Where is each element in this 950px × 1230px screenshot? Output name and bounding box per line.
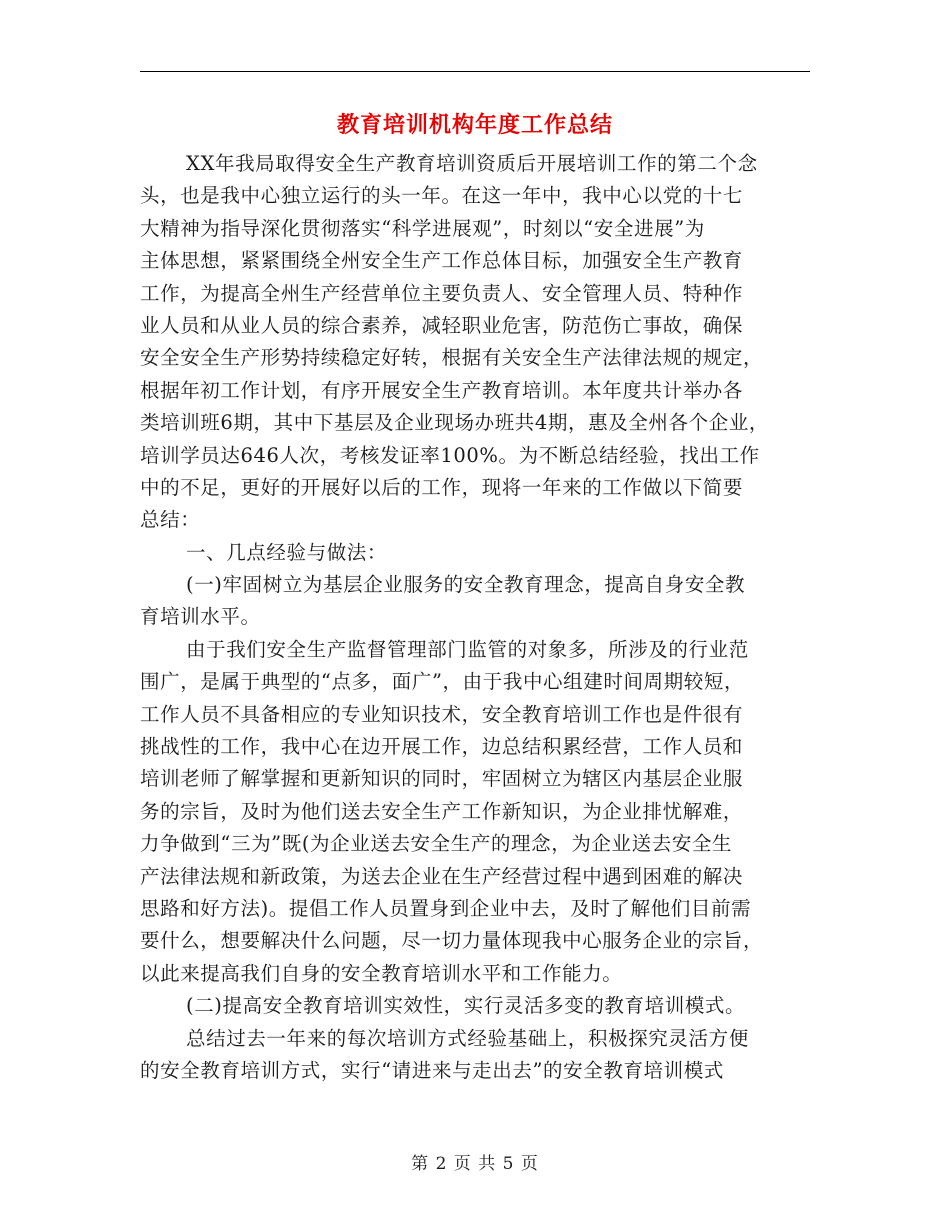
- body-text-line: 要什么，想要解决什么问题，尽一切力量体现我中心服务企业的宗旨，: [140, 929, 764, 953]
- body-text-line: 产法律法规和新政策，为送去企业在生产经营过程中遇到困难的解决: [140, 864, 744, 888]
- body-text-line: 力争做到“三为”既(为企业送去安全生产的理念，为企业送去安全生: [140, 832, 733, 856]
- body-text-line: 培训学员达646人次，考核发证率100%。为不断总结经验，找出工作: [140, 443, 760, 467]
- body-text-line: 务的宗旨，及时为他们送去安全生产工作新知识，为企业排忧解难，: [140, 799, 744, 823]
- body-text-line: 总结：: [140, 508, 201, 532]
- body-text-line: 工作人员不具备相应的专业知识技术，安全教育培训工作也是件很有: [140, 702, 744, 726]
- document-body: [140, 148, 830, 1087]
- body-text-line: 培训老师了解掌握和更新知识的同时，牢固树立为辖区内基层企业服: [140, 767, 744, 791]
- body-text-line: 根据年初工作计划，有序开展安全生产教育培训。本年度共计举办各: [140, 378, 744, 402]
- body-text-line: 工作，为提高全州生产经营单位主要负责人、安全管理人员、特种作: [140, 281, 744, 305]
- body-text-line: (一)牢固树立为基层企业服务的安全教育理念，提高自身安全教: [186, 573, 746, 597]
- document-title: 教育培训机构年度工作总结: [336, 112, 613, 138]
- body-text-line: 以此来提高我们自身的安全教育培训水平和工作能力。: [140, 961, 623, 985]
- body-text-line: 由于我们安全生产监督管理部门监管的对象多，所涉及的行业范: [186, 637, 749, 661]
- body-text-line: (二)提高安全教育培训实效性，实行灵活多变的教育培训模式。: [186, 994, 746, 1018]
- body-text-line: 主体思想，紧紧围绕全州安全生产工作总体目标，加强安全生产教育: [140, 249, 744, 273]
- body-text-line: 一、几点经验与做法：: [186, 540, 388, 564]
- body-text-line: 头，也是我中心独立运行的头一年。在这一年中，我中心以党的十七: [140, 184, 744, 208]
- body-text-line: XX年我局取得安全生产教育培训资质后开展培训工作的第二个念: [186, 152, 758, 175]
- body-text-line: 安全安全生产形势持续稳定好转，根据有关安全生产法律法规的规定，: [140, 346, 764, 370]
- body-text-line: 围广，是属于典型的“点多，面广”，由于我中心组建时间周期较短，: [140, 670, 745, 694]
- body-text-line: 的安全教育培训方式，实行“请进来与走出去”的安全教育培训模式: [140, 1058, 724, 1082]
- page-number: 第 2 页 共 5 页: [411, 1154, 539, 1174]
- body-text-line: 大精神为指导深化贯彻落实“科学进展观”，时刻以“安全进展”为: [140, 216, 705, 240]
- header-rule: [140, 71, 810, 72]
- body-text-line: 总结过去一年来的每次培训方式经验基础上，积极探究灵活方便: [186, 1026, 749, 1050]
- body-text-line: 类培训班6期，其中下基层及企业现场办班共4期，惠及全州各个企业，: [140, 411, 770, 435]
- body-text-line: 挑战性的工作，我中心在边开展工作，边总结积累经营，工作人员和: [140, 735, 744, 759]
- body-text-line: 业人员和从业人员的综合素养，减轻职业危害，防范伤亡事故，确保: [140, 313, 744, 337]
- body-text-line: 中的不足，更好的开展好以后的工作，现将一年来的工作做以下简要: [140, 475, 744, 499]
- body-text-line: 思路和好方法)。提倡工作人员置身到企业中去，及时了解他们目前需: [140, 896, 752, 920]
- body-text-line: 育培训水平。: [140, 605, 261, 629]
